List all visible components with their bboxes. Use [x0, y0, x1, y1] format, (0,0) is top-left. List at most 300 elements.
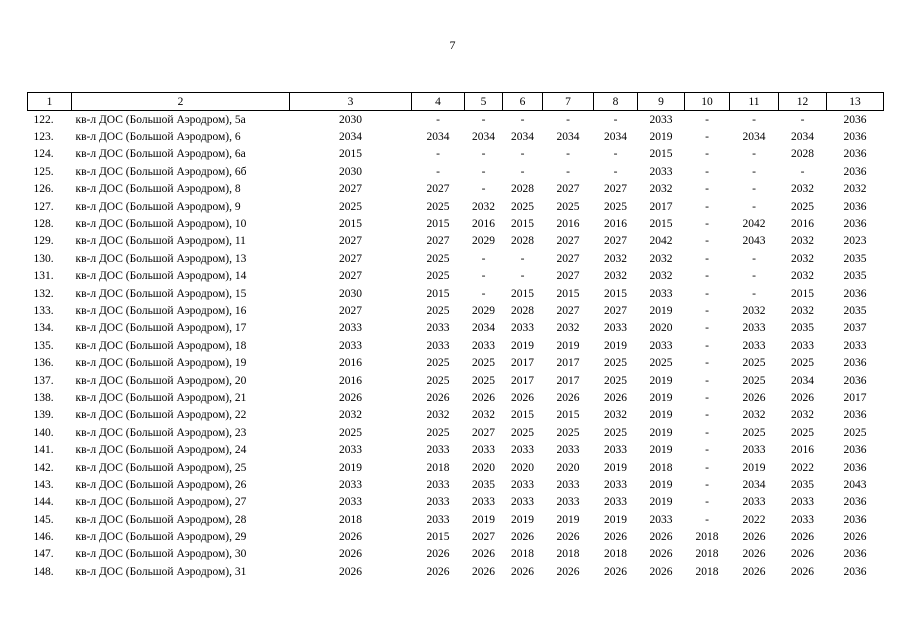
cell-col-1: 148.	[33, 565, 54, 578]
page-number: 7	[449, 38, 456, 52]
cell-col-5: 2026	[472, 565, 495, 578]
cell-col-9: 2020	[649, 322, 673, 335]
cell-col-2: кв-л ДОС (Большой Аэродром), 27	[75, 496, 247, 509]
cell-col-7: 2015	[556, 287, 580, 300]
cell-col-2: кв-л ДОС (Большой Аэродром), 6	[75, 131, 241, 144]
cell-col-12: 2033	[791, 513, 814, 526]
cell-col-12: 2034	[791, 374, 814, 387]
cell-col-11: -	[752, 200, 756, 213]
cell-col-13: 2043	[843, 478, 867, 491]
cell-col-3: 2027	[339, 252, 362, 265]
cell-col-12: -	[800, 165, 805, 178]
cell-col-11: 2026	[742, 565, 766, 578]
cell-col-4: 2026	[426, 548, 450, 561]
cell-col-13: 2033	[843, 339, 867, 352]
table-row	[28, 441, 884, 458]
cell-col-1: 125.	[33, 165, 54, 178]
cell-col-11: 2034	[742, 478, 766, 491]
cell-col-8: 2032	[604, 252, 627, 265]
cell-col-9: 2017	[649, 200, 673, 213]
header-cell-4: 4	[412, 93, 465, 111]
cell-col-6: 2019	[511, 513, 534, 526]
cell-col-9: 2019	[649, 374, 673, 387]
cell-col-6: 2028	[511, 304, 534, 317]
table-row	[28, 215, 884, 232]
cell-col-3: 2025	[339, 426, 362, 439]
cell-col-4: 2025	[426, 252, 450, 265]
table-header-row	[28, 93, 884, 111]
cell-col-9: 2019	[649, 496, 673, 509]
cell-col-4: 2025	[426, 426, 450, 439]
cell-col-9: 2032	[649, 183, 673, 196]
table-row	[28, 128, 884, 145]
cell-col-4: -	[436, 113, 440, 126]
cell-col-3: 2027	[339, 235, 362, 248]
cell-col-7: 2034	[556, 131, 580, 144]
cell-col-6: 2028	[511, 235, 534, 248]
cell-col-8: 2033	[604, 322, 627, 335]
cell-col-2: кв-л ДОС (Большой Аэродром), 14	[75, 270, 247, 283]
cell-col-11: 2022	[742, 513, 766, 526]
cell-col-2: кв-л ДОС (Большой Аэродром), 30	[75, 548, 247, 561]
cell-col-1: 140.	[33, 426, 54, 439]
cell-col-6: 2028	[511, 183, 534, 196]
cell-col-5: 2025	[472, 357, 495, 370]
cell-col-3: 2032	[339, 409, 362, 422]
cell-col-7: 2027	[556, 183, 580, 196]
cell-col-7: 2026	[556, 391, 580, 404]
cell-col-4: 2025	[426, 200, 450, 213]
cell-col-2: кв-л ДОС (Большой Аэродром), 16	[75, 304, 247, 317]
table-row	[28, 528, 884, 545]
cell-col-8: 2025	[604, 374, 627, 387]
table-row	[28, 111, 884, 129]
cell-col-4: 2033	[426, 339, 450, 352]
cell-col-6: 2033	[511, 478, 534, 491]
cell-col-10: -	[705, 357, 709, 370]
header-cell-10: 10	[685, 93, 730, 111]
cell-col-10: -	[705, 304, 709, 317]
cell-col-7: 2026	[556, 531, 580, 544]
cell-col-8: 2032	[604, 409, 627, 422]
cell-col-4: 2025	[426, 357, 450, 370]
cell-col-2: кв-л ДОС (Большой Аэродром), 13	[75, 252, 247, 265]
cell-col-1: 143.	[33, 478, 54, 491]
cell-col-1: 132.	[33, 287, 54, 300]
cell-col-9: 2032	[649, 270, 673, 283]
cell-col-9: 2042	[649, 235, 673, 248]
cell-col-11: 2026	[742, 391, 766, 404]
cell-col-10: 2018	[695, 548, 719, 561]
cell-col-8: 2019	[604, 461, 627, 474]
cell-col-5: -	[481, 270, 486, 283]
cell-col-10: -	[705, 287, 709, 300]
cell-col-4: -	[436, 165, 440, 178]
cell-col-4: -	[436, 148, 440, 161]
cell-col-13: 2026	[843, 531, 867, 544]
cell-col-10: -	[705, 252, 709, 265]
cell-col-7: 2027	[556, 270, 580, 283]
cell-col-8: 2033	[604, 478, 627, 491]
cell-col-4: 2026	[426, 391, 450, 404]
cell-col-12: 2016	[791, 444, 814, 457]
cell-col-7: 2018	[556, 548, 580, 561]
cell-col-2: кв-л ДОС (Большой Аэродром), 26	[75, 478, 247, 491]
cell-col-9: 2015	[649, 218, 673, 231]
cell-col-12: 2032	[791, 409, 814, 422]
cell-col-13: 2032	[843, 183, 867, 196]
cell-col-3: 2025	[339, 200, 362, 213]
cell-col-1: 135.	[33, 339, 54, 352]
cell-col-12: 2026	[791, 531, 814, 544]
cell-col-5: -	[481, 183, 486, 196]
cell-col-8: 2027	[604, 235, 627, 248]
cell-col-5: 2033	[472, 444, 495, 457]
cell-col-1: 133.	[33, 304, 54, 317]
cell-col-11: 2033	[742, 322, 766, 335]
cell-col-6: 2017	[511, 374, 534, 387]
cell-col-8: 2032	[604, 270, 627, 283]
cell-col-7: 2025	[556, 426, 580, 439]
cell-col-3: 2033	[339, 444, 362, 457]
cell-col-10: -	[705, 270, 709, 283]
cell-col-10: -	[705, 409, 709, 422]
cell-col-12: 2032	[791, 252, 814, 265]
cell-col-5: -	[481, 148, 486, 161]
header-cell-1: 1	[28, 93, 72, 111]
cell-col-1: 127.	[33, 200, 54, 213]
cell-col-5: -	[481, 252, 486, 265]
cell-col-5: 2026	[472, 548, 495, 561]
cell-col-12: 2015	[791, 287, 814, 300]
cell-col-6: 2026	[511, 565, 534, 578]
cell-col-5: 2029	[472, 235, 495, 248]
cell-col-5: -	[481, 165, 486, 178]
table-row	[28, 285, 884, 302]
table-row	[28, 372, 884, 389]
cell-col-13: 2037	[843, 322, 867, 335]
cell-col-12: 2016	[791, 218, 814, 231]
cell-col-10: 2018	[695, 531, 719, 544]
cell-col-2: кв-л ДОС (Большой Аэродром), 21	[75, 391, 247, 404]
header-cell-13: 13	[827, 93, 884, 111]
cell-col-3: 2027	[339, 270, 362, 283]
table-row	[28, 198, 884, 215]
cell-col-2: кв-л ДОС (Большой Аэродром), 11	[75, 235, 246, 248]
cell-col-1: 123.	[33, 131, 54, 144]
cell-col-5: 2034	[472, 131, 495, 144]
cell-col-6: 2020	[511, 461, 534, 474]
cell-col-1: 144.	[33, 496, 54, 509]
cell-col-6: 2026	[511, 531, 534, 544]
cell-col-5: 2019	[472, 513, 495, 526]
cell-col-5: 2033	[472, 339, 495, 352]
cell-col-5: 2025	[472, 374, 495, 387]
cell-col-12: 2033	[791, 496, 814, 509]
cell-col-8: 2025	[604, 426, 627, 439]
cell-col-13: 2036	[843, 113, 867, 126]
cell-col-13: 2036	[843, 165, 867, 178]
cell-col-9: 2033	[649, 165, 673, 178]
cell-col-13: 2036	[843, 200, 867, 213]
cell-col-12: 2025	[791, 357, 814, 370]
cell-col-8: -	[613, 148, 618, 161]
cell-col-12: 2034	[791, 131, 814, 144]
cell-col-8: 2033	[604, 444, 627, 457]
table-row	[28, 407, 884, 424]
cell-col-13: 2036	[843, 548, 867, 561]
cell-col-9: 2033	[649, 113, 673, 126]
cell-col-7: 2019	[556, 513, 580, 526]
cell-col-9: 2033	[649, 513, 673, 526]
cell-col-6: 2019	[511, 339, 534, 352]
cell-col-10: -	[705, 235, 709, 248]
cell-col-13: 2023	[843, 235, 867, 248]
cell-col-9: 2033	[649, 287, 673, 300]
cell-col-6: 2018	[511, 548, 534, 561]
cell-col-8: 2019	[604, 339, 627, 352]
cell-col-2: кв-л ДОС (Большой Аэродром), 20	[75, 374, 247, 387]
table-row	[28, 268, 884, 285]
table-row	[28, 546, 884, 563]
header-cell-8: 8	[594, 93, 638, 111]
cell-col-13: 2017	[843, 391, 867, 404]
cell-col-11: 2033	[742, 496, 766, 509]
cell-col-3: 2019	[339, 461, 362, 474]
cell-col-2: кв-л ДОС (Большой Аэродром), 31	[75, 565, 247, 578]
cell-col-11: 2033	[742, 444, 766, 457]
cell-col-13: 2035	[843, 304, 867, 317]
cell-col-11: -	[752, 148, 756, 161]
header-cell-11: 11	[730, 93, 779, 111]
cell-col-11: 2032	[742, 304, 766, 317]
cell-col-7: -	[566, 148, 570, 161]
cell-col-7: 2027	[556, 235, 580, 248]
cell-col-9: 2026	[649, 565, 673, 578]
cell-col-1: 126.	[33, 183, 54, 196]
cell-col-12: 2032	[791, 183, 814, 196]
cell-col-2: кв-л ДОС (Большой Аэродром), 15	[75, 287, 247, 300]
cell-col-11: 2025	[742, 357, 766, 370]
cell-col-7: 2027	[556, 252, 580, 265]
cell-col-13: 2035	[843, 270, 867, 283]
cell-col-2: кв-л ДОС (Большой Аэродром), 9	[75, 200, 241, 213]
cell-col-4: 2018	[426, 461, 450, 474]
cell-col-6: -	[520, 270, 525, 283]
cell-col-8: -	[613, 165, 618, 178]
table-row	[28, 181, 884, 198]
cell-col-2: кв-л ДОС (Большой Аэродром), 8	[75, 183, 241, 196]
cell-col-13: 2036	[843, 287, 867, 300]
cell-col-8: 2018	[604, 548, 627, 561]
cell-col-3: 2016	[339, 374, 362, 387]
cell-col-10: 2018	[695, 565, 719, 578]
cell-col-6: -	[520, 113, 525, 126]
cell-col-10: -	[705, 339, 709, 352]
cell-col-9: 2019	[649, 426, 673, 439]
cell-col-1: 141.	[33, 444, 54, 457]
cell-col-1: 146.	[33, 531, 54, 544]
cell-col-3: 2026	[339, 548, 362, 561]
cell-col-1: 147.	[33, 548, 54, 561]
cell-col-12: 2035	[791, 322, 814, 335]
cell-col-7: 2020	[556, 461, 580, 474]
cell-col-10: -	[705, 148, 709, 161]
cell-col-4: 2025	[426, 270, 450, 283]
cell-col-4: 2025	[426, 374, 450, 387]
cell-col-2: кв-л ДОС (Большой Аэродром), 6а	[75, 148, 246, 161]
cell-col-1: 137.	[33, 374, 54, 387]
cell-col-3: 2030	[339, 113, 362, 126]
cell-col-12: -	[800, 113, 805, 126]
table-row	[28, 337, 884, 354]
cell-col-1: 136.	[33, 357, 54, 370]
cell-col-13: 2036	[843, 496, 867, 509]
cell-col-4: 2026	[426, 565, 450, 578]
cell-col-1: 130.	[33, 252, 54, 265]
cell-col-12: 2035	[791, 478, 814, 491]
cell-col-3: 2027	[339, 304, 362, 317]
cell-col-9: 2033	[649, 339, 673, 352]
cell-col-9: 2019	[649, 478, 673, 491]
cell-col-11: 2026	[742, 548, 766, 561]
cell-col-5: 2032	[472, 200, 495, 213]
cell-col-6: 2033	[511, 322, 534, 335]
cell-col-8: 2019	[604, 513, 627, 526]
cell-col-9: 2026	[649, 548, 673, 561]
cell-col-5: -	[481, 287, 486, 300]
cell-col-9: 2019	[649, 304, 673, 317]
cell-col-7: 2015	[556, 409, 580, 422]
cell-col-2: кв-л ДОС (Большой Аэродром), 6б	[75, 165, 247, 178]
cell-col-11: 2025	[742, 426, 766, 439]
cell-col-13: 2036	[843, 374, 867, 387]
cell-col-1: 142.	[33, 461, 54, 474]
cell-col-4: 2033	[426, 496, 450, 509]
cell-col-12: 2032	[791, 304, 814, 317]
cell-col-8: 2034	[604, 131, 627, 144]
cell-col-11: 2042	[742, 218, 766, 231]
cell-col-5: 2027	[472, 531, 495, 544]
cell-col-12: 2033	[791, 339, 814, 352]
cell-col-10: -	[705, 131, 709, 144]
cell-col-5: 2029	[472, 304, 495, 317]
cell-col-9: 2032	[649, 252, 673, 265]
cell-col-4: 2033	[426, 322, 450, 335]
cell-col-13: 2036	[843, 444, 867, 457]
cell-col-12: 2026	[791, 391, 814, 404]
cell-col-8: 2025	[604, 200, 627, 213]
header-cell-12: 12	[779, 93, 827, 111]
cell-col-6: -	[520, 252, 525, 265]
table-row	[28, 354, 884, 371]
table-row	[28, 563, 884, 580]
cell-col-3: 2034	[339, 131, 362, 144]
cell-col-13: 2036	[843, 357, 867, 370]
cell-col-2: кв-л ДОС (Большой Аэродром), 24	[75, 444, 247, 457]
cell-col-1: 138.	[33, 391, 54, 404]
cell-col-3: 2033	[339, 322, 362, 335]
cell-col-8: 2026	[604, 391, 627, 404]
cell-col-10: -	[705, 513, 709, 526]
cell-col-11: -	[752, 183, 756, 196]
cell-col-5: 2032	[472, 409, 495, 422]
cell-col-2: кв-л ДОС (Большой Аэродром), 25	[75, 461, 247, 474]
table-row	[28, 476, 884, 493]
table-row	[28, 302, 884, 319]
header-cell-7: 7	[543, 93, 594, 111]
cell-col-3: 2015	[339, 148, 362, 161]
cell-col-4: 2015	[426, 218, 450, 231]
cell-col-8: 2015	[604, 287, 627, 300]
cell-col-3: 2033	[339, 478, 362, 491]
cell-col-7: 2019	[556, 339, 580, 352]
cell-col-2: кв-л ДОС (Большой Аэродром), 23	[75, 426, 247, 439]
cell-col-11: -	[752, 270, 756, 283]
cell-col-10: -	[705, 183, 709, 196]
cell-col-13: 2036	[843, 148, 867, 161]
cell-col-7: 2033	[556, 478, 580, 491]
cell-col-12: 2026	[791, 565, 814, 578]
cell-col-5: 2026	[472, 391, 495, 404]
cell-col-12: 2032	[791, 235, 814, 248]
cell-col-2: кв-л ДОС (Большой Аэродром), 19	[75, 357, 247, 370]
cell-col-5: 2033	[472, 496, 495, 509]
cell-col-2: кв-л ДОС (Большой Аэродром), 22	[75, 409, 247, 422]
cell-col-6: 2026	[511, 391, 534, 404]
cell-col-2: кв-л ДОС (Большой Аэродром), 28	[75, 513, 247, 526]
table-row	[28, 233, 884, 250]
cell-col-7: 2027	[556, 304, 580, 317]
cell-col-2: кв-л ДОС (Большой Аэродром), 10	[75, 218, 247, 231]
cell-col-8: 2027	[604, 183, 627, 196]
cell-col-6: -	[520, 148, 525, 161]
table-row	[28, 494, 884, 511]
header-cell-3: 3	[290, 93, 412, 111]
table-row	[28, 320, 884, 337]
cell-col-3: 2026	[339, 391, 362, 404]
cell-col-5: 2027	[472, 426, 495, 439]
cell-col-4: 2033	[426, 444, 450, 457]
cell-col-12: 2026	[791, 548, 814, 561]
cell-col-3: 2026	[339, 531, 362, 544]
cell-col-8: 2033	[604, 496, 627, 509]
header-cell-5: 5	[465, 93, 503, 111]
cell-col-7: -	[566, 113, 570, 126]
cell-col-1: 129.	[33, 235, 54, 248]
cell-col-4: 2033	[426, 513, 450, 526]
cell-col-1: 124.	[33, 148, 54, 161]
cell-col-3: 2016	[339, 357, 362, 370]
cell-col-4: 2032	[426, 409, 450, 422]
cell-col-10: -	[705, 218, 709, 231]
table-row	[28, 511, 884, 528]
cell-col-10: -	[705, 200, 709, 213]
cell-col-6: 2017	[511, 357, 534, 370]
cell-col-9: 2025	[649, 357, 673, 370]
cell-col-12: 2025	[791, 426, 814, 439]
cell-col-13: 2036	[843, 565, 867, 578]
cell-col-4: 2027	[426, 183, 450, 196]
table-row	[28, 424, 884, 441]
cell-col-13: 2036	[843, 409, 867, 422]
cell-col-13: 2036	[843, 513, 867, 526]
cell-col-11: -	[752, 113, 756, 126]
cell-col-8: 2026	[604, 531, 627, 544]
cell-col-3: 2015	[339, 218, 362, 231]
cell-col-12: 2022	[791, 461, 814, 474]
cell-col-2: кв-л ДОС (Большой Аэродром), 29	[75, 531, 247, 544]
